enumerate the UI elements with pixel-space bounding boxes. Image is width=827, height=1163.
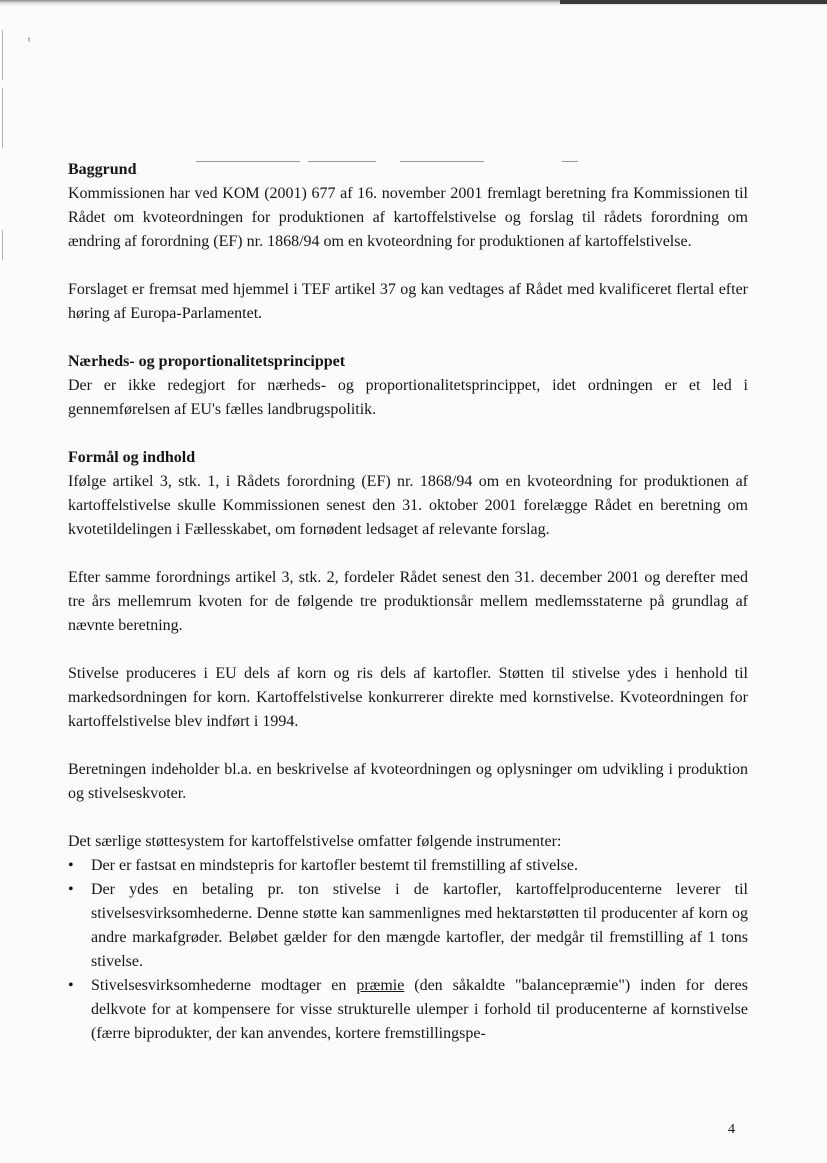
list-item-text: Der ydes en betaling pr. ton stivelse i de kartofler, kartoffelproducenterne leverer til stivelsesvirksomhederne. Denne støtte kan sammenlignes med hektarstøtten til producenter af korn og andre markafgrøder. Beløbet gælder for den mængde kartofler, der medgår til fremstilling af 1 tons stivelse. bbox=[91, 881, 748, 970]
formaal-paragraph-4: Beretningen indeholder bl.a. en beskrivelse af kvoteordningen og oplysninger om udvikling i produktion og stivelseskvoter. bbox=[68, 761, 748, 802]
document-page bbox=[68, 158, 748, 1046]
scan-edge-left-1 bbox=[2, 30, 3, 80]
list-item-text: Der er fastsat en mindstepris for kartofler bestemt til fremstilling af stivelse. bbox=[91, 857, 578, 874]
scan-edge-left-3 bbox=[2, 230, 3, 260]
list-item bbox=[68, 974, 748, 1046]
bullet-icon: • bbox=[68, 881, 74, 898]
bullet-icon: • bbox=[68, 977, 74, 994]
list-item-text-end: (den såkaldte "balancepræmie") inden for deres delkvote for at kompensere for visse strukturelle ulemper i forhold til producenterne af kornstivelse (færre biprodukter, der kan anvendes, kortere fremstillingspe- bbox=[91, 977, 748, 1042]
instrument-list bbox=[68, 854, 748, 1046]
heading-naerhed: Nærheds- og proportionalitetsprincippet bbox=[68, 353, 346, 370]
list-item bbox=[68, 854, 748, 878]
heading-formaal: Formål og indhold bbox=[68, 449, 196, 466]
list-item-text-start: Stivelsesvirksomhederne modtager en bbox=[91, 977, 357, 994]
bullet-icon: • bbox=[68, 857, 74, 874]
formaal-paragraph-2: Efter samme forordnings artikel 3, stk. 2, fordeler Rådet senest den 31. december 2001 og derefter med tre års mellemrum kvoten for de følgende tre produktionsår mellem medlemsstaterne på grundlag af nævnte beretning. bbox=[68, 569, 748, 634]
naerhed-paragraph-1: Der er ikke redegjort for nærheds- og proportionalitetsprincippet, idet ordningen er et led i gennemførelsen af EU's fælles landbrugspolitik. bbox=[68, 377, 748, 418]
baggrund-paragraph-1: Kommissionen har ved KOM (2001) 677 af 16. november 2001 fremlagt beretning fra Kommissionen til Rådet om kvoteordningen for produktionen af kartoffelstivelse og forslag til rådets forordning om ændring af forordning (EF) nr. 1868/94 om en kvoteordning for produktionen af kartoffelstivelse. bbox=[68, 185, 748, 250]
scan-edge-top-dark bbox=[560, 0, 827, 4]
formaal-paragraph-1: Ifølge artikel 3, stk. 1, i Rådets forordning (EF) nr. 1868/94 om en kvoteordning for produktionen af kartoffelstivelse skulle Kommissionen senest den 31. oktober 2001 forelægge Rådet en beretning om kvotetildelingen i Fællesskabet, om fornødent ledsaget af relevante forslag. bbox=[68, 473, 748, 538]
scan-edge-left-2 bbox=[2, 88, 3, 148]
formaal-paragraph-5: Det særlige støttesystem for kartoffelstivelse omfatter følgende instrumenter: bbox=[68, 833, 562, 850]
formaal-paragraph-3: Stivelse produceres i EU dels af korn og ris dels af kartofler. Støtten til stivelse ydes i henhold til markedsordningen for korn. Kartoffelstivelse konkurrerer direkte med kornstivelse. Kvoteordningen for kartoffelstivelse blev indført i 1994. bbox=[68, 665, 748, 730]
page-number: 4 bbox=[728, 1122, 735, 1137]
heading-baggrund: Baggrund bbox=[68, 161, 137, 178]
list-item bbox=[68, 878, 748, 974]
scan-speck: ᵗ bbox=[28, 34, 31, 48]
underlined-word: præmie bbox=[356, 977, 405, 994]
baggrund-paragraph-2: Forslaget er fremsat med hjemmel i TEF artikel 37 og kan vedtages af Rådet med kvalificeret flertal efter høring af Europa-Parlamentet. bbox=[68, 281, 748, 322]
